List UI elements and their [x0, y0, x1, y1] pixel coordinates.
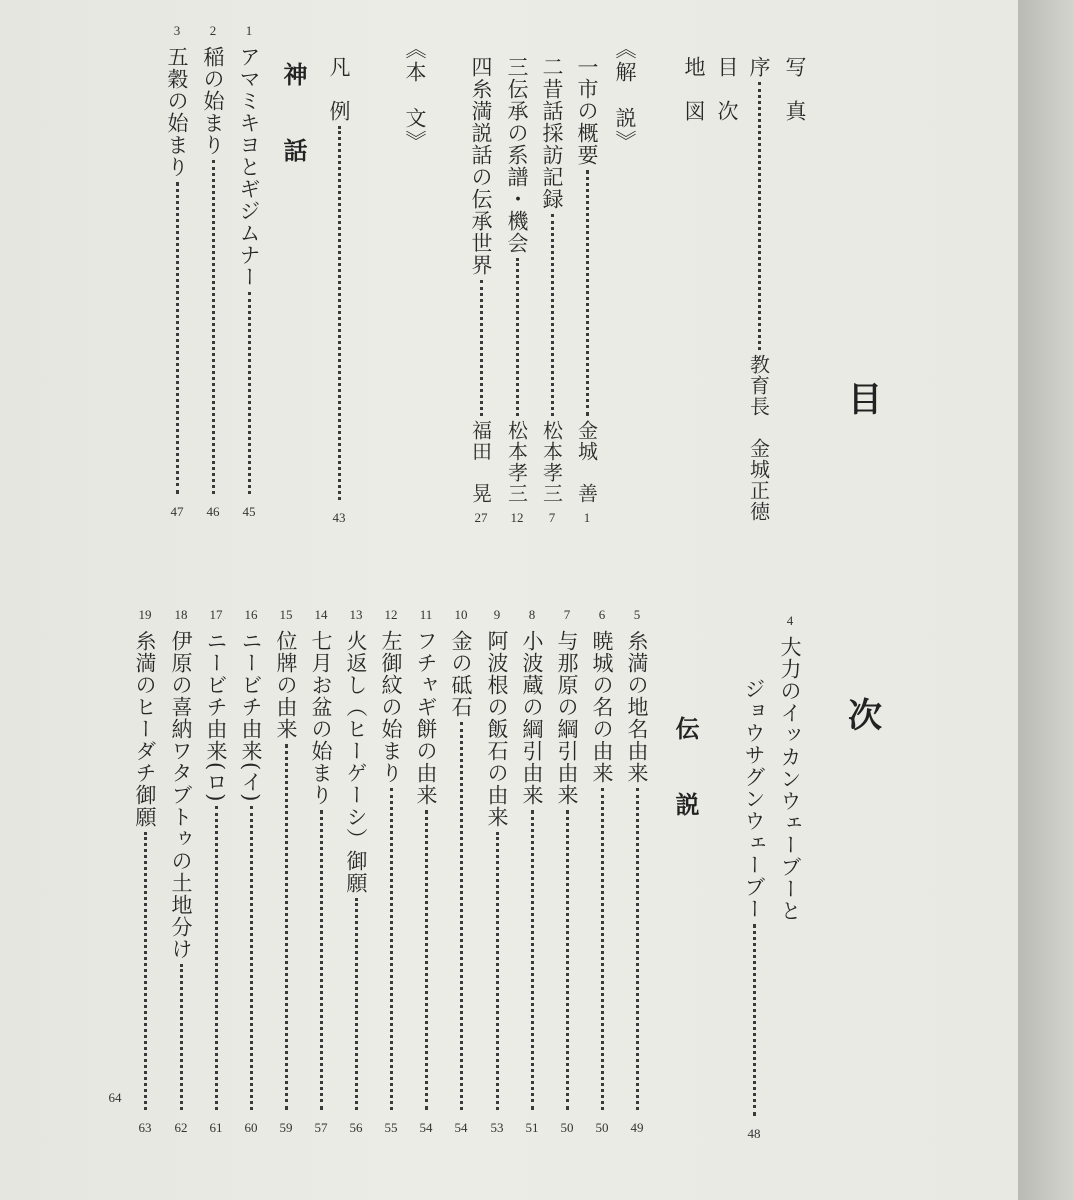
leader-dots [180, 964, 183, 1110]
toc-entry: 11 フチャギ餅の由来 54 [414, 607, 438, 1135]
leader-dots [516, 258, 519, 416]
leader-dots [285, 744, 288, 1110]
toc-entry: 5 糸満の地名由来 49 [625, 607, 649, 1135]
toc-entry-continued: ジョウサグンウェーブー 48 [742, 678, 766, 1141]
toc-entry: 一 市の概要 金城 善 1 [574, 56, 599, 525]
leader-dots [250, 806, 253, 1110]
toc-entry-contents: 目 次 [715, 56, 739, 122]
toc-entry: 15 位牌の由来 59 [274, 607, 298, 1135]
toc-entry-photos: 写 真 [783, 56, 807, 122]
toc-entry: 4 大力のイッカンウェーブーと [778, 613, 802, 922]
toc-entry: 9 阿波根の飯石の由来 53 [485, 607, 509, 1135]
leader-dots [460, 722, 463, 1110]
page-edge [1018, 0, 1074, 1200]
leader-dots [636, 788, 639, 1110]
toc-heading-char-2: 次 [848, 696, 882, 736]
leader-dots [338, 126, 341, 500]
toc-entry: 四 糸満説話の伝承世界 福田 晃 27 [468, 56, 493, 525]
leader-dots [758, 82, 761, 350]
leader-dots [248, 292, 251, 494]
toc-entry: 19 糸満のヒーダチ御願 63 [133, 607, 157, 1135]
leader-dots [496, 832, 499, 1110]
toc-entry: 3 五穀の始まり 47 [165, 23, 189, 519]
leader-dots [480, 280, 483, 416]
toc-heading-char-1: 目 [848, 380, 882, 420]
leader-dots [215, 806, 218, 1110]
toc-entry-hanrei: 凡 例 43 [327, 56, 351, 525]
toc-entry: 三 伝承の系譜・機会 松本孝三 12 [504, 56, 529, 525]
leader-dots [320, 810, 323, 1110]
section-label-kaisetsu: 《解 説》 [613, 38, 637, 153]
leader-dots [425, 810, 428, 1110]
toc-entry: 18 伊原の喜納ワタブトゥの土地分け 62 [169, 607, 193, 1135]
leader-dots [601, 788, 604, 1110]
toc-entry-next-page: 64 [108, 1090, 122, 1105]
leader-dots [551, 214, 554, 416]
section-label-honbun: 《本 文》 [403, 38, 427, 153]
leader-dots [355, 898, 358, 1110]
toc-entry: 7 与那原の綱引由来 50 [555, 607, 579, 1135]
leader-dots [566, 810, 569, 1110]
toc-entry: 16 ニービチ由来(イ) 60 [239, 607, 263, 1135]
leader-dots [144, 832, 147, 1110]
leader-dots [531, 810, 534, 1110]
leader-dots [390, 788, 393, 1110]
leader-dots [176, 182, 179, 494]
toc-entry-preface: 序 教育長 金城正徳 [746, 56, 771, 522]
toc-entry-map: 地 図 [682, 56, 706, 122]
toc-entry: 8 小波蔵の綱引由来 51 [520, 607, 544, 1135]
toc-entry: 17 ニービチ由来(ロ) 61 [204, 607, 228, 1135]
toc-entry: 6 暁城の名の由来 50 [590, 607, 614, 1135]
leader-dots [753, 924, 756, 1116]
toc-entry: 10 金の砥石 54 [449, 607, 473, 1135]
leader-dots [212, 160, 215, 494]
toc-entry: 13 火返し（ヒーゲーシ）御願 56 [344, 607, 368, 1135]
toc-entry: 二 昔話採訪記録 松本孝三 7 [539, 56, 564, 525]
leader-dots [586, 170, 589, 416]
toc-entry: 12 左御紋の始まり 55 [379, 607, 403, 1135]
section-label-densetsu: 伝 説 [671, 716, 700, 830]
toc-entry: 2 稲の始まり 46 [201, 23, 225, 519]
toc-entry: 1 アマミキヨとギジムナー 45 [237, 23, 261, 519]
toc-entry: 14 七月お盆の始まり 57 [309, 607, 333, 1135]
section-label-shinwa: 神 話 [279, 62, 308, 176]
